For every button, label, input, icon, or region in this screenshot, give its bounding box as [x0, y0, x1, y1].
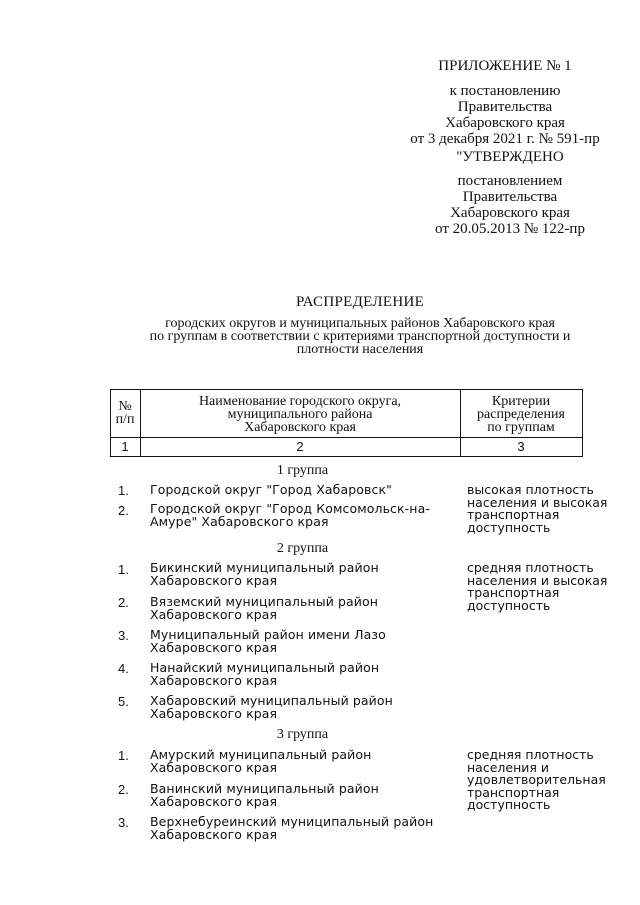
header-text: п/п	[115, 412, 135, 427]
row-name-line: Хабаровского края	[150, 705, 278, 721]
criteria-line: населения и высокая	[467, 572, 608, 588]
row-name-line: Городской округ "Город Хабаровск"	[150, 482, 392, 497]
row-number: 3.	[118, 628, 129, 643]
row-name-line: Хабаровского края	[150, 639, 278, 655]
column-number: 1	[121, 439, 129, 454]
row-name-line: Амурский муниципальный район	[150, 747, 372, 762]
approved-block	[420, 149, 600, 237]
table-border-bottom	[110, 456, 583, 457]
row-name-line: Хабаровского края	[150, 672, 278, 688]
header-text: распределения	[477, 407, 565, 422]
row-name-line: Бикинский муниципальный район	[150, 560, 379, 575]
row-name	[150, 695, 440, 720]
group-criteria	[467, 749, 617, 812]
approved-line: Правительства	[462, 189, 558, 205]
appendix-heading: ПРИЛОЖЕНИЕ № 1	[438, 58, 572, 74]
row-name-line: Хабаровского края	[150, 759, 278, 775]
group-criteria	[467, 562, 617, 612]
table-header	[110, 389, 583, 457]
criteria-line: транспортная	[467, 784, 560, 800]
subtitle-line: городских округов и муниципальных районов Хабаровского края	[165, 316, 555, 331]
appendix-line: к постановлению	[449, 83, 561, 99]
group-title: 3 группа	[276, 727, 329, 742]
criteria-line: удовлетворительная	[467, 772, 606, 787]
header-number	[110, 400, 140, 426]
document-subtitle	[120, 317, 600, 356]
header-text: №	[118, 399, 132, 414]
appendix-line: Правительства	[457, 99, 553, 115]
header-text: Критерии	[491, 394, 551, 409]
column-number: 2	[296, 439, 304, 454]
column-number: 3	[517, 439, 525, 454]
group-title: 1 группа	[276, 463, 329, 478]
approved-line: от 20.05.2013 № 122-пр	[435, 221, 585, 237]
criteria-line: средняя плотность	[467, 560, 594, 575]
appendix-block	[400, 58, 610, 147]
table-border-top	[110, 389, 583, 390]
row-name-line: Ванинский муниципальный район	[150, 781, 379, 796]
row-number: 1.	[118, 562, 129, 577]
row-number: 2.	[118, 503, 129, 518]
row-name-line: Хабаровского края	[150, 826, 278, 842]
row-number: 5.	[118, 694, 129, 709]
row-name-line: Хабаровский муниципальный район	[150, 693, 393, 708]
row-name	[150, 596, 440, 621]
row-number: 2.	[118, 782, 129, 797]
approved-line: постановлением	[457, 173, 563, 189]
row-name	[150, 629, 440, 654]
row-number: 3.	[118, 815, 129, 830]
group-criteria	[467, 484, 617, 534]
subtitle-line: по группам в соответствии с критериями транспортной доступности и	[149, 329, 571, 344]
header-text: Наименование городского округа,	[198, 394, 402, 409]
criteria-line: транспортная	[467, 585, 560, 600]
document-title: РАСПРЕДЕЛЕНИЕ	[295, 294, 425, 310]
header-text: по группам	[487, 420, 555, 435]
criteria-line: населения и	[467, 759, 549, 775]
row-name-line: Хабаровского края	[150, 793, 278, 809]
row-name-line: Хабаровского края	[150, 572, 278, 588]
table-border-middle	[110, 437, 583, 438]
criteria-line: транспортная	[467, 507, 560, 522]
subtitle-line: плотности населения	[296, 342, 424, 357]
row-name-line: Городской округ "Город Комсомольск-на-	[150, 501, 430, 516]
header-name	[140, 395, 460, 434]
row-name	[150, 503, 440, 528]
row-name	[150, 783, 440, 808]
row-name-line: Вяземский муниципальный район	[150, 594, 379, 609]
appendix-line: от 3 декабря 2021 г. № 591-пр	[410, 131, 600, 147]
approved-line: Хабаровского края	[450, 205, 570, 221]
header-criteria	[460, 395, 582, 434]
criteria-line: населения и высокая	[467, 494, 608, 510]
table-border-right	[582, 389, 583, 457]
row-name	[150, 662, 440, 687]
criteria-line: доступность	[467, 519, 551, 535]
criteria-line: доступность	[467, 797, 551, 812]
criteria-line: средняя плотность	[467, 747, 594, 762]
row-name-line: Верхнебуреинский муниципальный район	[150, 814, 434, 829]
row-name	[150, 562, 440, 587]
group-title: 2 группа	[276, 541, 329, 556]
header-text: муниципального района	[227, 407, 373, 422]
row-number: 2.	[118, 595, 129, 610]
header-text: Хабаровского края	[244, 420, 356, 435]
criteria-line: доступность	[467, 597, 551, 613]
row-name-line: Хабаровского края	[150, 606, 278, 622]
row-name	[150, 816, 440, 841]
row-number: 4.	[118, 661, 129, 676]
approved-heading: "УТВЕРЖДЕНО	[456, 149, 564, 165]
row-number: 1.	[118, 748, 129, 763]
row-name-line: Муниципальный район имени Лазо	[150, 627, 386, 642]
row-name	[150, 749, 440, 774]
row-number: 1.	[118, 483, 129, 498]
row-name-line: Амуре" Хабаровского края	[150, 513, 329, 529]
row-name	[150, 484, 440, 497]
row-name-line: Нанайский муниципальный район	[150, 660, 380, 675]
appendix-line: Хабаровского края	[445, 115, 565, 131]
criteria-line: высокая плотность	[467, 482, 594, 497]
